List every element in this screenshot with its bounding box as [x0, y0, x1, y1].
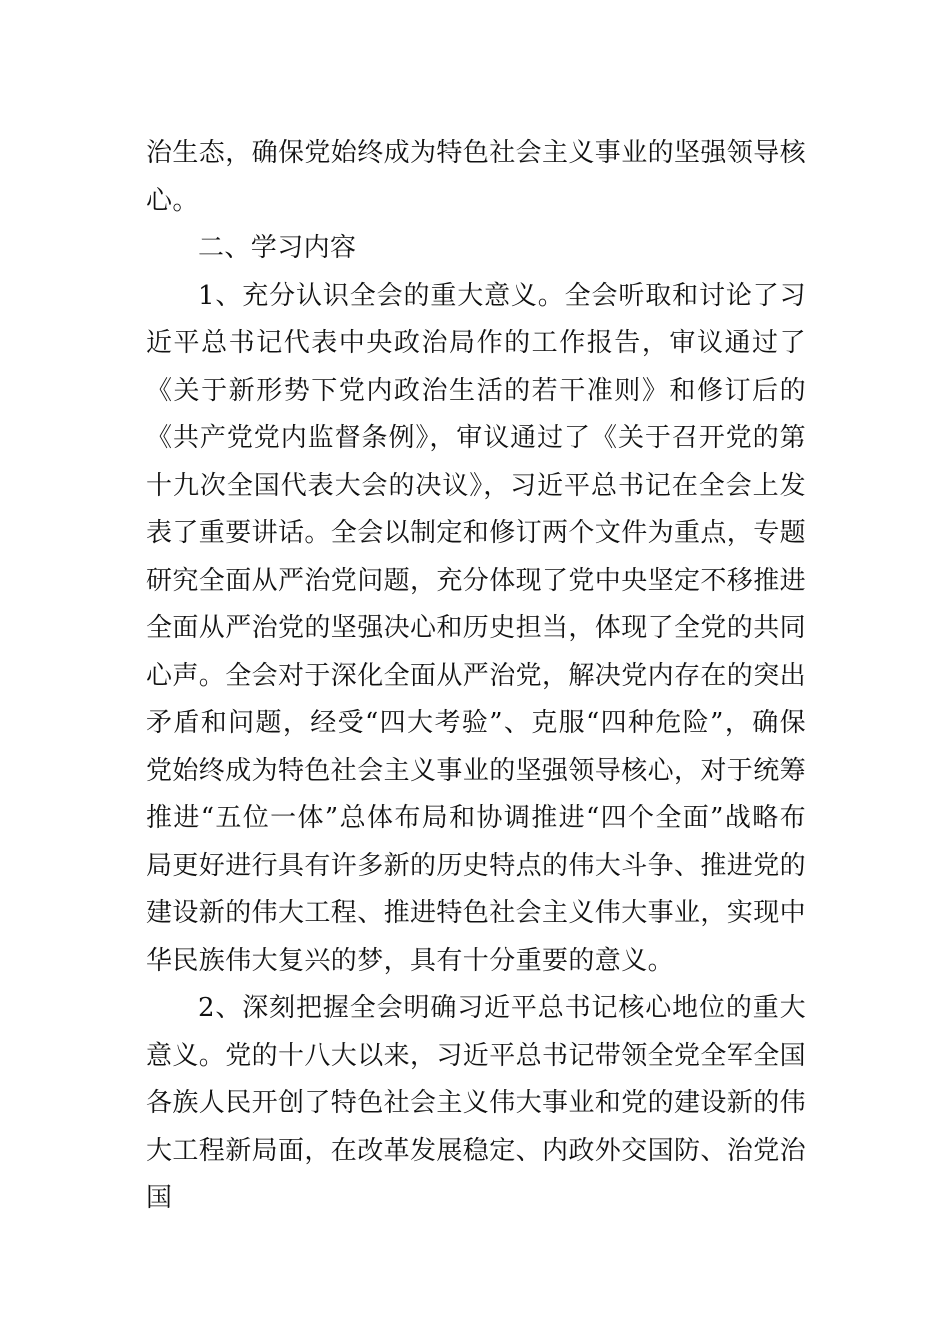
paragraph-item-1: 1、充分认识全会的重大意义。全会听取和讨论了习近平总书记代表中央政治局作的工作报告，审议通过了《关于新形势下党内政治生活的若干准则》和修订后的《共产党党内监督条例》，审议通过了《关于召开党的第十九次全国代表大会的决议》，习近平总书记在全会上发表了重要讲话。全会以制定和修订两个文件为重点，专题研究全面从严治党问题，充分体现了党中央坚定不移推进全面从严治党的坚强决心和历史担当，体现了全党的共同心声。全会对于深化全面从严治党，解决党内存在的突出矛盾和问题，经受“四大考验”、克服“四种危险”，确保党始终成为特色社会主义事业的坚强领导核心，对于统筹推进“五位一体”总体布局和协调推进“四个全面”战略布局更好进行具有许多新的历史特点的伟大斗争、推进党的建设新的伟大工程、推进特色社会主义伟大事业，实现中华民族伟大复兴的梦，具有十分重要的意义。	[146, 280, 807, 976]
paragraph-item-2: 2、深刻把握全会明确习近平总书记核心地位的重大意义。党的十八大以来，习近平总书记带领全党全军全国各族人民开创了特色社会主义伟大事业和党的建设新的伟大工程新局面，在改革发展稳定、内政外交国防、治党治国	[146, 993, 807, 1213]
paragraph-continuation: 治生态，确保党始终成为特色社会主义事业的坚强领导核心。	[146, 138, 807, 216]
document-body	[146, 130, 806, 1223]
section-heading: 二、学习内容	[198, 233, 357, 263]
